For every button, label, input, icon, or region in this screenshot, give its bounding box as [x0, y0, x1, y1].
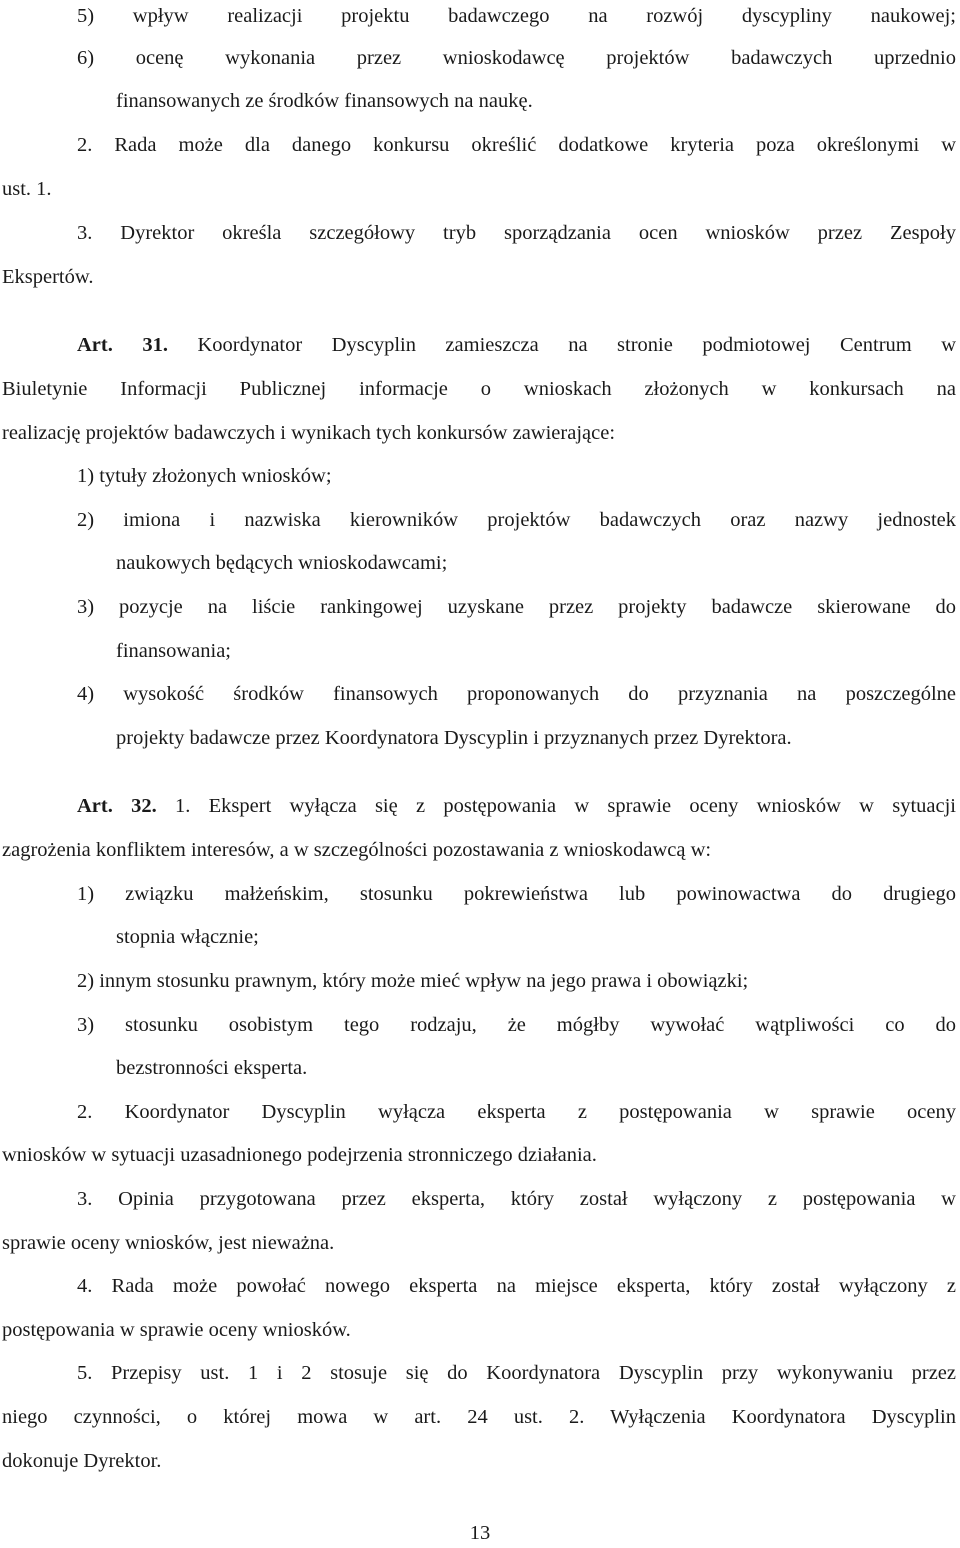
- text-line: sprawie oceny wniosków, jest nieważna.: [2, 1232, 335, 1254]
- text-line: bezstronności eksperta.: [116, 1057, 308, 1079]
- text-line: niego czynności, o której mowa w art. 24 ust. 2. Wyłączenia Koordynatora Dyscyplin: [2, 1406, 956, 1428]
- text-line: 2. Koordynator Dyscyplin wyłącza eksperta z postępowania w sprawie oceny: [77, 1101, 956, 1123]
- list-item: 1) związku małżeńskim, stosunku pokrewieństwa lub powinowactwa do drugiego: [77, 883, 956, 905]
- list-item: 2) imiona i nazwiska kierowników projektów badawczych oraz nazwy jednostek: [77, 509, 956, 531]
- text-line: 3. Opinia przygotowana przez eksperta, który został wyłączony z postępowania w: [77, 1188, 956, 1210]
- text-line: 3. Dyrektor określa szczegółowy tryb sporządzania ocen wniosków przez Zespoły: [77, 222, 956, 244]
- text-line: realizację projektów badawczych i wynikach tych konkursów zawierające:: [2, 422, 616, 444]
- text-line: projekty badawcze przez Koordynatora Dyscyplin i przyznanych przez Dyrektora.: [116, 727, 792, 749]
- text-line: 5. Przepisy ust. 1 i 2 stosuje się do Koordynatora Dyscyplin przy wykonywaniu przez: [77, 1362, 956, 1384]
- list-item: 3) pozycje na liście rankingowej uzyskane przez projekty badawcze skierowane do: [77, 596, 956, 618]
- article-31-first-line: [0, 330, 960, 360]
- text-line: postępowania w sprawie oceny wniosków.: [2, 1319, 351, 1341]
- text-line: 5) wpływ realizacji projektu badawczego na rozwój dyscypliny naukowej;: [77, 5, 956, 27]
- list-item: 3) stosunku osobistym tego rodzaju, że mógłby wywołać wątpliwości co do: [77, 1014, 956, 1036]
- text-line: stopnia włącznie;: [116, 926, 259, 948]
- text-line: dokonuje Dyrektor.: [2, 1450, 162, 1472]
- text-line: 4. Rada może powołać nowego eksperta na miejsce eksperta, który został wyłączony z: [77, 1275, 956, 1297]
- list-item: 1) tytuły złożonych wniosków;: [77, 465, 332, 487]
- page-number: 13: [469, 1522, 491, 1544]
- text-line: ust. 1.: [2, 178, 52, 200]
- list-item: 2) innym stosunku prawnym, który może mieć wpływ na jego prawa i obowiązki;: [77, 970, 749, 992]
- article-heading: Art. 31.: [77, 334, 168, 356]
- article-32-first-line: [0, 791, 960, 821]
- text-line: Ekspertów.: [2, 266, 94, 288]
- text-line: Koordynator Dyscyplin zamieszcza na stronie podmiotowej Centrum w: [197, 334, 957, 356]
- text-line: finansowanych ze środków finansowych na naukę.: [116, 90, 533, 112]
- text-line: 1. Ekspert wyłącza się z postępowania w sprawie oceny wniosków w sytuacji: [175, 795, 956, 817]
- article-heading: Art. 32.: [77, 795, 157, 817]
- text-line: Biuletynie Informacji Publicznej informacje o wnioskach złożonych w konkursach na: [2, 378, 956, 400]
- text-line: naukowych będących wnioskodawcami;: [116, 552, 448, 574]
- text-line: zagrożenia konfliktem interesów, a w szczególności pozostawania z wnioskodawcą w:: [2, 839, 712, 861]
- text-line: 6) ocenę wykonania przez wnioskodawcę projektów badawczych uprzednio: [77, 47, 956, 69]
- text-line: 2. Rada może dla danego konkursu określić dodatkowe kryteria poza określonymi w: [77, 134, 956, 156]
- list-item: 4) wysokość środków finansowych proponowanych do przyznania na poszczególne: [77, 683, 956, 705]
- text-line: finansowania;: [116, 640, 231, 662]
- text-line: wniosków w sytuacji uzasadnionego podejrzenia stronniczego działania.: [2, 1144, 597, 1166]
